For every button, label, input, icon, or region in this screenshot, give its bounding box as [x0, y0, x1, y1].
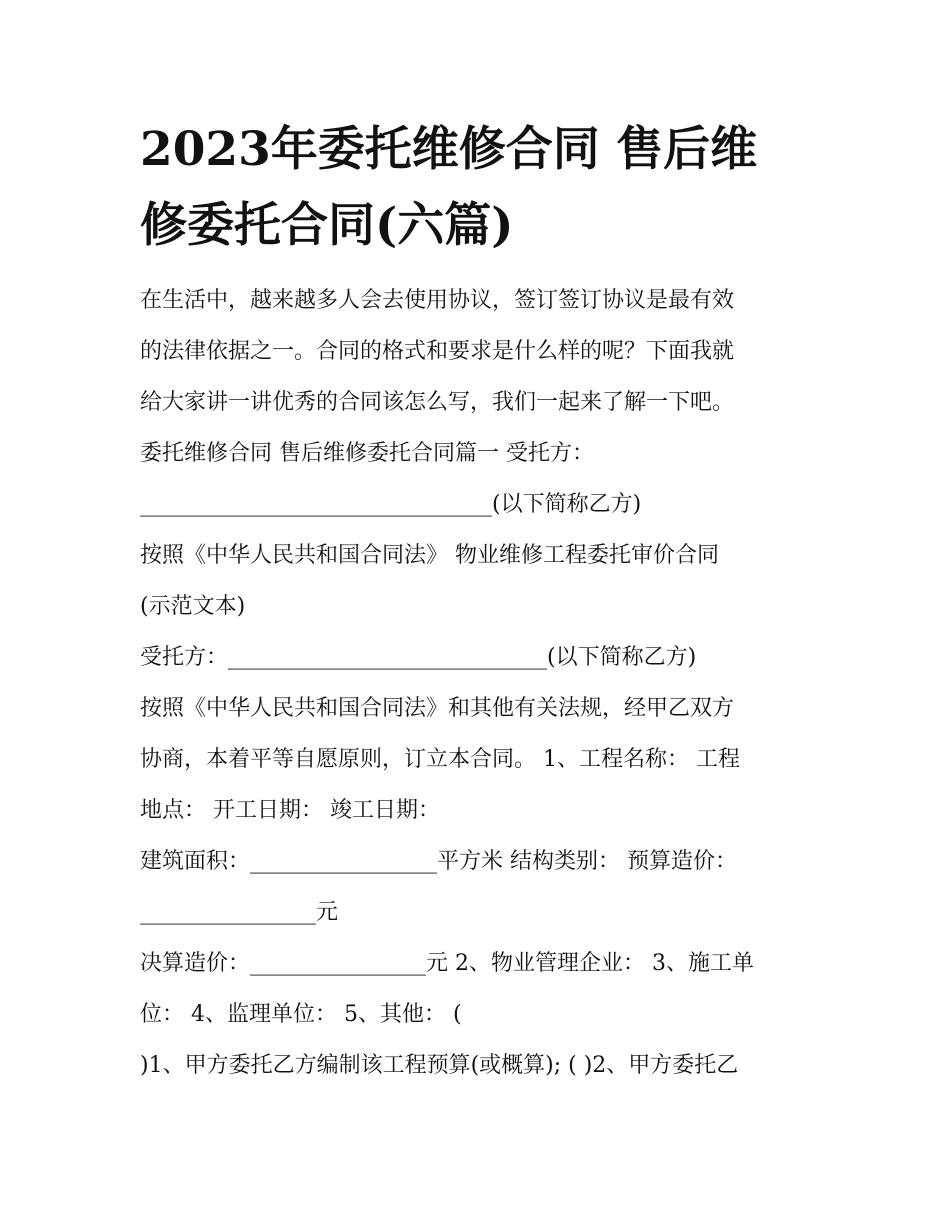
paragraph-line: ________________元 — [140, 900, 339, 925]
paragraph-line: 给大家讲一讲优秀的合同该怎么写，我们一起来了解一下吧。 — [140, 390, 735, 415]
paragraph-line: )1、甲方委托乙方编制该工程预算(或概算); ( )2、甲方委托乙 — [140, 1053, 739, 1078]
paragraph-line: 决算造价：________________元 2、物业管理企业： 3、施工单 — [140, 951, 754, 976]
document-title — [140, 112, 820, 264]
paragraph-line: ________________________________(以下简称乙方) — [140, 492, 642, 517]
paragraph-line: 协商，本着平等自愿原则，订立本合同。 1、工程名称： 工程 — [140, 747, 740, 772]
title-line-2: 修委托合同(六篇) — [140, 198, 514, 253]
paragraph-line: 地点： 开工日期： 竣工日期： — [140, 798, 440, 823]
title-line-1: 2023年委托维修合同 售后维 — [140, 122, 758, 177]
paragraph-line: 的法律依据之一。合同的格式和要求是什么样的呢？下面我就 — [140, 339, 735, 364]
paragraph-line: 受托方：_____________________________(以下简称乙方) — [140, 645, 697, 670]
paragraph-line: 位： 4、监理单位： 5、其他： ( — [140, 1002, 462, 1027]
paragraph-line: 按照《中华人民共和国合同法》 物业维修工程委托审价合同 — [140, 543, 719, 568]
paragraph-line: 委托维修合同 售后维修委托合同篇一 受托方： — [140, 441, 594, 466]
paragraph-line: (示范文本) — [140, 594, 246, 619]
paragraph-line: 在生活中，越来越多人会去使用协议，签订签订协议是最有效 — [140, 288, 735, 313]
paragraph-line: 按照《中华人民共和国合同法》和其他有关法规，经甲乙双方 — [140, 696, 735, 721]
paragraph-line: 建筑面积：_________________平方米 结构类别： 预算造价： — [140, 849, 737, 874]
